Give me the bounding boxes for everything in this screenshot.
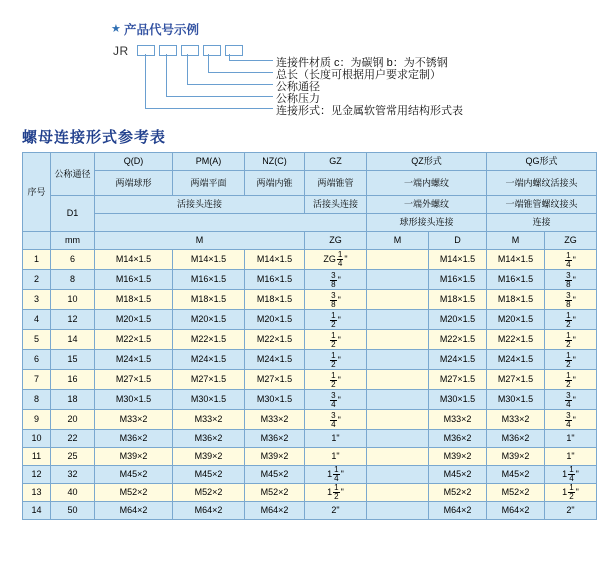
cell-nominal-diameter: 10 [51, 290, 95, 310]
header-group-gz: GZ [305, 153, 367, 171]
cell-index: 12 [23, 466, 51, 484]
cell-qz-m [367, 310, 429, 330]
cell-nz: M16×1.5 [245, 270, 305, 290]
cell-qg-m: M52×2 [487, 484, 545, 502]
code-box [137, 45, 155, 56]
code-prefix: JR [113, 44, 129, 58]
cell-qg-m: M36×2 [487, 430, 545, 448]
header-group-nz: NZ(C) [245, 153, 305, 171]
cell-qd: M27×1.5 [95, 370, 173, 390]
cell-nominal-diameter: 14 [51, 330, 95, 350]
cell-gz: 1" [305, 430, 367, 448]
cell-qg-zg: $\frac{3}{8}$ " [545, 270, 597, 290]
cell-qg-m: M22×1.5 [487, 330, 545, 350]
cell-qg-m: M27×1.5 [487, 370, 545, 390]
cell-qz-m [367, 330, 429, 350]
cell-nominal-diameter: 15 [51, 350, 95, 370]
table-row [23, 390, 597, 410]
header-row-desc [23, 171, 597, 196]
cell-pm: M27×1.5 [173, 370, 245, 390]
cell-qd: M33×2 [95, 410, 173, 430]
header-desc-qz: 一端内螺纹 [367, 171, 487, 196]
header-ball-joint [95, 214, 367, 232]
cell-pm: M18×1.5 [173, 290, 245, 310]
cell-nominal-diameter: 32 [51, 466, 95, 484]
legend-label-material: 连接件材质 c：为碳钢 b：为不锈钢 [276, 57, 448, 69]
cell-nominal-diameter: 20 [51, 410, 95, 430]
cell-qg-zg: $\frac{1}{2}$ " [545, 330, 597, 350]
cell-gz: ZG $\frac{1}{4}$ " [305, 250, 367, 270]
cell-qz-m [367, 270, 429, 290]
cell-index: 10 [23, 430, 51, 448]
cell-qz-m [367, 370, 429, 390]
cell-nz: M27×1.5 [245, 370, 305, 390]
legend-label-length: 总长（长度可根据用户要求定制） [276, 69, 441, 81]
cell-qg-m: M45×2 [487, 466, 545, 484]
cell-qd: M18×1.5 [95, 290, 173, 310]
header-unit-mm: mm [51, 232, 95, 250]
cell-pm: M64×2 [173, 502, 245, 520]
cell-qg-zg: $\frac{3}{4}$ " [545, 390, 597, 410]
table-row [23, 350, 597, 370]
legend-label-connection-type: 连接形式：见金属软管常用结构形式表 [276, 105, 463, 117]
header-row-connection [23, 196, 597, 214]
cell-pm: M22×1.5 [173, 330, 245, 350]
cell-qg-m: M64×2 [487, 502, 545, 520]
code-box [181, 45, 199, 56]
header-row-connection2 [23, 214, 597, 232]
header-index: 序号 [23, 153, 51, 232]
cell-nz: M30×1.5 [245, 390, 305, 410]
cell-nz: M33×2 [245, 410, 305, 430]
cell-index: 11 [23, 448, 51, 466]
cell-gz: $\frac{1}{2}$ " [305, 330, 367, 350]
cell-index: 8 [23, 390, 51, 410]
cell-qz-m [367, 502, 429, 520]
header-unit-qg-zg: ZG [545, 232, 597, 250]
cell-pm: M52×2 [173, 484, 245, 502]
cell-nz: M20×1.5 [245, 310, 305, 330]
table-row [23, 430, 597, 448]
code-boxes [137, 45, 243, 56]
cell-nominal-diameter: 8 [51, 270, 95, 290]
cell-qz-m [367, 484, 429, 502]
cell-qg-m: M33×2 [487, 410, 545, 430]
cell-pm: M33×2 [173, 410, 245, 430]
cell-qz-d: M14×1.5 [429, 250, 487, 270]
header-group-qz: QZ形式 [367, 153, 487, 171]
cell-index: 4 [23, 310, 51, 330]
cell-nz: M39×2 [245, 448, 305, 466]
cell-gz: $\frac{1}{2}$ " [305, 350, 367, 370]
cell-qd: M22×1.5 [95, 330, 173, 350]
header-group-qd: Q(D) [95, 153, 173, 171]
code-box [225, 45, 243, 56]
cell-qd: M20×1.5 [95, 310, 173, 330]
cell-pm: M16×1.5 [173, 270, 245, 290]
table-row [23, 448, 597, 466]
cell-qz-d: M30×1.5 [429, 390, 487, 410]
cell-qg-zg: $\frac{1}{2}$ " [545, 370, 597, 390]
table-row [23, 330, 597, 350]
header-ball-joint-conn: 球形接头连接 [367, 214, 487, 232]
leader-line [208, 54, 209, 72]
cell-qg-zg: 1" [545, 430, 597, 448]
header-unit-qz-m: M [367, 232, 429, 250]
header-group-pm: PM(A) [173, 153, 245, 171]
cell-gz: 1 $\frac{1}{2}$ " [305, 484, 367, 502]
cell-qz-d: M39×2 [429, 448, 487, 466]
cell-qd: M52×2 [95, 484, 173, 502]
cell-qz-d: M27×1.5 [429, 370, 487, 390]
cell-qg-zg: 1 $\frac{1}{4}$ " [545, 466, 597, 484]
cell-pm: M14×1.5 [173, 250, 245, 270]
cell-qz-m [367, 290, 429, 310]
cell-nz: M22×1.5 [245, 330, 305, 350]
nut-connection-table [22, 152, 597, 520]
header-conn-taper-thread: 一端锥管螺纹接头 [487, 196, 597, 214]
legend-title: 产品代号示例 [124, 23, 200, 37]
cell-gz: $\frac{3}{8}$ " [305, 270, 367, 290]
legend-label-nominal-pressure: 公称压力 [276, 93, 320, 105]
leader-line [208, 72, 273, 73]
cell-gz: 2" [305, 502, 367, 520]
cell-qz-m [367, 448, 429, 466]
product-code-legend [0, 0, 600, 118]
cell-nominal-diameter: 50 [51, 502, 95, 520]
cell-qd: M30×1.5 [95, 390, 173, 410]
cell-index: 2 [23, 270, 51, 290]
cell-nz: M18×1.5 [245, 290, 305, 310]
table-row [23, 502, 597, 520]
cell-qg-m: M30×1.5 [487, 390, 545, 410]
header-nominal-diameter: 公称通径 [51, 153, 95, 196]
table-row [23, 410, 597, 430]
cell-qg-zg: 2" [545, 502, 597, 520]
cell-nominal-diameter: 12 [51, 310, 95, 330]
table-header [23, 153, 597, 250]
table-row [23, 270, 597, 290]
header-d1: D1 [51, 196, 95, 232]
cell-qz-d: M45×2 [429, 466, 487, 484]
cell-index: 7 [23, 370, 51, 390]
header-row-units [23, 232, 597, 250]
legend-label-nominal-diameter: 公称通径 [276, 81, 320, 93]
cell-qz-d: M36×2 [429, 430, 487, 448]
leader-line [145, 108, 273, 109]
cell-qg-m: M16×1.5 [487, 270, 545, 290]
cell-qz-d: M18×1.5 [429, 290, 487, 310]
table-row [23, 466, 597, 484]
cell-qg-m: M24×1.5 [487, 350, 545, 370]
cell-pm: M45×2 [173, 466, 245, 484]
cell-index: 5 [23, 330, 51, 350]
cell-index: 13 [23, 484, 51, 502]
cell-index: 6 [23, 350, 51, 370]
table-title: 螺母连接形式参考表 [22, 129, 167, 146]
header-unit-index [23, 232, 51, 250]
cell-pm: M39×2 [173, 448, 245, 466]
header-conn: 连接 [487, 214, 597, 232]
cell-qg-zg: 1 $\frac{1}{2}$ " [545, 484, 597, 502]
cell-nz: M52×2 [245, 484, 305, 502]
cell-qg-m: M14×1.5 [487, 250, 545, 270]
cell-gz: $\frac{1}{2}$ " [305, 370, 367, 390]
header-group-qg: QG形式 [487, 153, 597, 171]
cell-qz-m [367, 410, 429, 430]
cell-gz: $\frac{3}{8}$ " [305, 290, 367, 310]
code-box [203, 45, 221, 56]
cell-gz: 1 $\frac{1}{4}$ " [305, 466, 367, 484]
cell-nominal-diameter: 18 [51, 390, 95, 410]
leader-line [145, 54, 146, 108]
cell-qd: M14×1.5 [95, 250, 173, 270]
cell-pm: M20×1.5 [173, 310, 245, 330]
cell-nz: M14×1.5 [245, 250, 305, 270]
cell-qg-zg: $\frac{1}{2}$ " [545, 310, 597, 330]
cell-pm: M30×1.5 [173, 390, 245, 410]
header-unit-zg: ZG [305, 232, 367, 250]
leader-line [229, 60, 273, 61]
cell-qd: M64×2 [95, 502, 173, 520]
header-unit-m: M [95, 232, 305, 250]
table-body [23, 250, 597, 520]
table-row [23, 370, 597, 390]
cell-qz-m [367, 430, 429, 448]
header-desc-gz: 两端锥管 [305, 171, 367, 196]
cell-nominal-diameter: 40 [51, 484, 95, 502]
table-row [23, 250, 597, 270]
header-conn-union-1: 活接头连接 [95, 196, 305, 214]
header-desc-qd: 两端球形 [95, 171, 173, 196]
table-row [23, 290, 597, 310]
table-row [23, 484, 597, 502]
cell-qg-zg: $\frac{3}{4}$ " [545, 410, 597, 430]
cell-gz: $\frac{3}{4}$ " [305, 390, 367, 410]
cell-nz: M36×2 [245, 430, 305, 448]
cell-qz-d: M20×1.5 [429, 310, 487, 330]
cell-nominal-diameter: 22 [51, 430, 95, 448]
cell-nz: M45×2 [245, 466, 305, 484]
cell-qz-m [367, 350, 429, 370]
cell-qg-m: M18×1.5 [487, 290, 545, 310]
leader-line [187, 84, 273, 85]
header-conn-ext-thread: 一端外螺纹 [367, 196, 487, 214]
table-row [23, 310, 597, 330]
leader-line [166, 96, 273, 97]
cell-nominal-diameter: 16 [51, 370, 95, 390]
cell-pm: M24×1.5 [173, 350, 245, 370]
cell-pm: M36×2 [173, 430, 245, 448]
cell-qd: M24×1.5 [95, 350, 173, 370]
star-icon: ★ [111, 23, 121, 35]
cell-index: 3 [23, 290, 51, 310]
cell-qz-d: M52×2 [429, 484, 487, 502]
leader-line [187, 54, 188, 84]
cell-nominal-diameter: 6 [51, 250, 95, 270]
cell-qz-d: M16×1.5 [429, 270, 487, 290]
cell-qd: M39×2 [95, 448, 173, 466]
cell-qd: M36×2 [95, 430, 173, 448]
code-box [159, 45, 177, 56]
cell-qz-d: M24×1.5 [429, 350, 487, 370]
cell-nz: M64×2 [245, 502, 305, 520]
cell-gz: $\frac{1}{2}$ " [305, 310, 367, 330]
cell-gz: $\frac{3}{4}$ " [305, 410, 367, 430]
cell-qd: M45×2 [95, 466, 173, 484]
cell-index: 1 [23, 250, 51, 270]
cell-qz-m [367, 466, 429, 484]
cell-gz: 1" [305, 448, 367, 466]
cell-qg-zg: $\frac{1}{4}$ " [545, 250, 597, 270]
header-row-codes [23, 153, 597, 171]
header-unit-qz-d: D [429, 232, 487, 250]
header-desc-qg: 一端内螺纹活接头 [487, 171, 597, 196]
cell-qz-d: M64×2 [429, 502, 487, 520]
cell-qd: M16×1.5 [95, 270, 173, 290]
header-desc-pm: 两端平面 [173, 171, 245, 196]
cell-index: 9 [23, 410, 51, 430]
cell-qz-m [367, 390, 429, 410]
cell-qg-m: M20×1.5 [487, 310, 545, 330]
cell-qg-zg: 1" [545, 448, 597, 466]
cell-qg-zg: $\frac{1}{2}$ " [545, 350, 597, 370]
cell-nz: M24×1.5 [245, 350, 305, 370]
header-desc-nz: 两端内锥 [245, 171, 305, 196]
leader-line [166, 54, 167, 96]
cell-qz-m [367, 250, 429, 270]
header-conn-union-2: 活接头连接 [305, 196, 367, 214]
cell-index: 14 [23, 502, 51, 520]
cell-qz-d: M22×1.5 [429, 330, 487, 350]
cell-qz-d: M33×2 [429, 410, 487, 430]
cell-qg-zg: $\frac{3}{8}$ " [545, 290, 597, 310]
cell-qg-m: M39×2 [487, 448, 545, 466]
header-unit-qg-m: M [487, 232, 545, 250]
cell-nominal-diameter: 25 [51, 448, 95, 466]
